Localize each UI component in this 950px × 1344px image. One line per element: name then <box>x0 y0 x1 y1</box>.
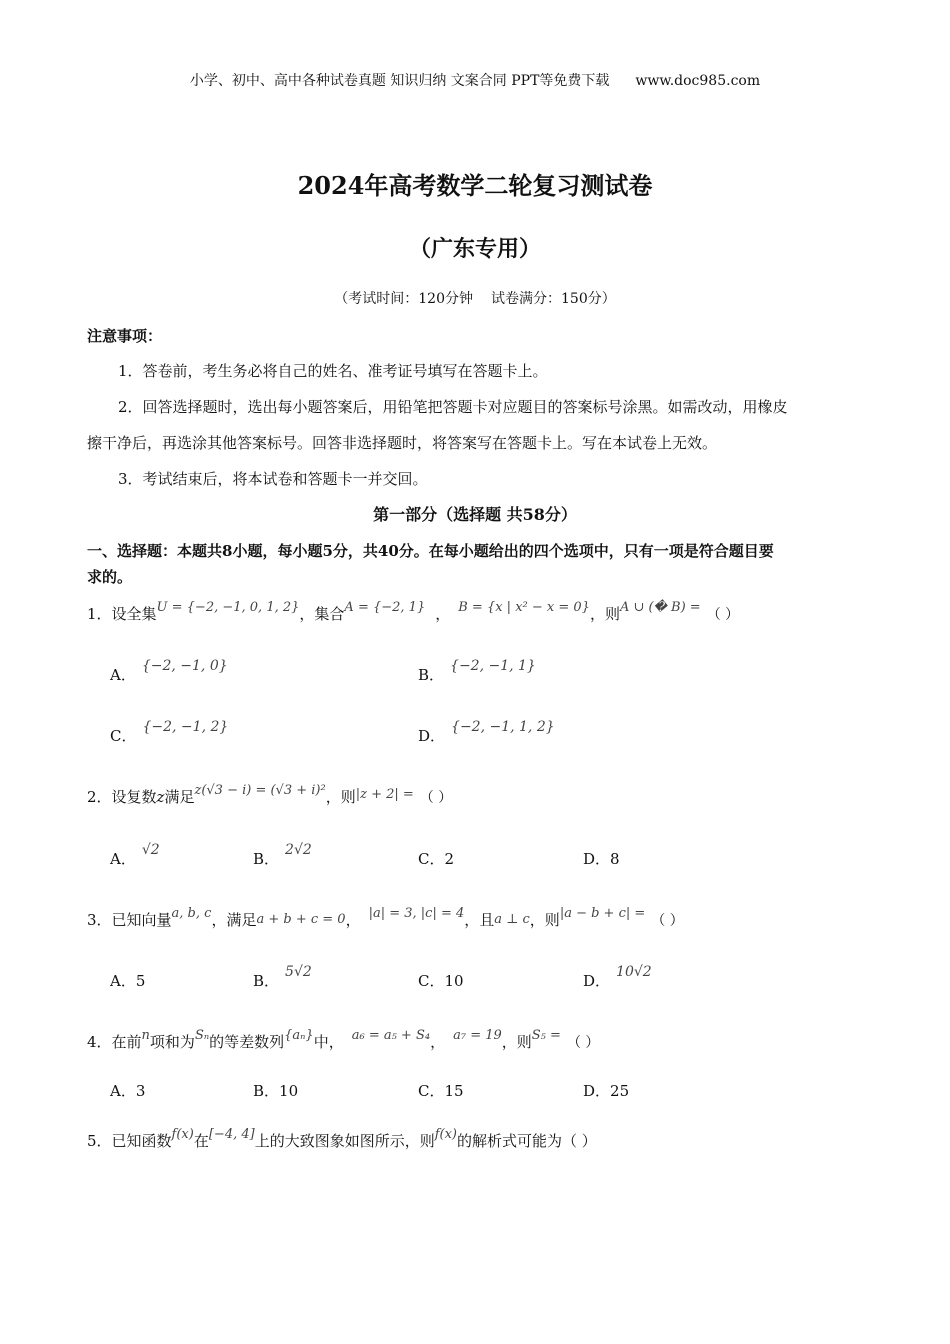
q5-function: f(x) <box>171 1127 194 1142</box>
q2-option-b[interactable]: B． 2√2 <box>253 842 312 868</box>
question-3: 3．已知向量a, b, c，满足a + b + c = 0， |a| = 3, |c| = 4，且a ⊥ c，则|a − b + c| = （ ） <box>87 906 684 929</box>
question-4: 4．在前n项和为Sₙ的等差数列{aₙ}中， a₆ = a₅ + S₄， a₇ = 19，则S₅ = （ ） <box>87 1028 600 1051</box>
q4-expression: S₅ = <box>531 1028 561 1043</box>
q4-option-a[interactable]: A．3 <box>110 1082 146 1100</box>
q4-answer-blank: （ ） <box>566 1035 600 1051</box>
q1-set-A: A = {−2, 1} <box>344 600 426 615</box>
section-title: 第一部分（选择题 共58分） <box>373 505 577 524</box>
site-header <box>0 70 950 90</box>
page-title: 2024年高考数学二轮复习测试卷 <box>297 171 653 200</box>
q2-answer-blank: （ ） <box>419 790 453 806</box>
notice-item-3: 3．考试结束后，将本试卷和答题卡一并交回。 <box>118 470 428 488</box>
q3-option-d[interactable]: D． 10√2 <box>583 964 652 990</box>
q3-answer-blank: （ ） <box>651 913 684 929</box>
q3-vectors: a, b, c <box>171 906 212 921</box>
q3-condition-sum: a + b + c = 0 <box>256 912 346 927</box>
section-desc-2: 求的。 <box>87 568 133 586</box>
q1-expression: A ∪ (� B) = <box>619 600 701 615</box>
section-desc-1: 一、选择题：本题共8小题，每小题5分，共40分。在每小题给出的四个选项中，只有一项是符合题目要 <box>87 542 774 560</box>
q3-option-a[interactable]: A．5 <box>110 972 146 990</box>
q1-option-c[interactable]: C． {−2, −1, 2} <box>110 719 229 745</box>
q2-option-a[interactable]: A． √2 <box>110 842 160 868</box>
q5-interval: [−4, 4] <box>208 1127 255 1142</box>
q2-option-d[interactable]: D．8 <box>583 850 620 868</box>
q4-sequence: {aₙ} <box>284 1028 314 1043</box>
notice-item-2b: 擦干净后，再选涂其他答案标号。回答非选择题时，将答案写在答题卡上。写在本试卷上无效。 <box>87 434 718 452</box>
notice-item-2a: 2．回答选择题时，选出每小题答案后，用铅笔把答题卡对应题目的答案标号涂黑。如需改动，用橡皮 <box>118 398 788 416</box>
q1-option-d[interactable]: D． {−2, −1, 1, 2} <box>418 719 555 745</box>
q4-n: n <box>141 1028 150 1043</box>
question-5: 5．已知函数f(x)在[−4, 4]上的大致图象如图所示，则f(x)的解析式可能为（ ） <box>87 1127 597 1150</box>
q2-equation: z(√3 − i) = (√3 + i)² <box>194 783 326 798</box>
q4-option-d[interactable]: D．25 <box>583 1082 630 1100</box>
question-2: 2．设复数z满足z(√3 − i) = (√3 + i)²，则|z + 2| = （ ） <box>87 783 453 806</box>
q1-set-B: B = {x | x² − x = 0} <box>458 600 590 615</box>
q3-option-b[interactable]: B． 5√2 <box>253 964 312 990</box>
q5-function-2: f(x) <box>434 1127 458 1142</box>
notice-item-1: 1．答卷前，考生务必将自己的姓名、准考证号填写在答题卡上。 <box>118 362 548 380</box>
q3-expression: |a − b + c| = <box>559 906 646 921</box>
q4-condition-2: a₇ = 19 <box>453 1028 502 1043</box>
header-text: 小学、初中、高中各种试卷真题 知识归纳 文案合同 PPT等免费下载 <box>189 73 610 89</box>
q4-option-b[interactable]: B．10 <box>253 1082 299 1100</box>
q1-answer-blank: （ ） <box>706 607 740 623</box>
q4-sn: Sₙ <box>194 1028 210 1043</box>
q4-condition-1: a₆ = a₅ + S₄ <box>351 1028 431 1043</box>
q1-set-U: U = {−2, −1, 0, 1, 2} <box>156 600 300 615</box>
q3-condition-perp: a ⊥ c <box>494 912 530 927</box>
question-1: 1．设全集U = {−2, −1, 0, 1, 2}，集合A = {−2, 1} ， B = {x | x² − x = 0}，则A ∪ (� B) = （ ） <box>87 600 740 623</box>
q2-expression: |z + 2| = <box>355 787 414 802</box>
q1-option-b[interactable]: B． {−2, −1, 1} <box>418 658 536 684</box>
q4-option-c[interactable]: C．15 <box>418 1082 464 1100</box>
notice-heading: 注意事项： <box>87 327 163 345</box>
exam-info <box>0 288 950 308</box>
q2-option-c[interactable]: C．2 <box>418 850 455 868</box>
exam-time: （考试时间：120分钟 <box>334 291 473 307</box>
exam-score: 试卷满分：150分） <box>491 291 616 307</box>
q3-condition-norms: |a| = 3, |c| = 4 <box>368 906 465 921</box>
q1-option-a[interactable]: A． {−2, −1, 0} <box>110 658 228 684</box>
header-site[interactable]: www.doc985.com <box>635 73 761 89</box>
page-subtitle: （广东专用） <box>408 236 541 262</box>
q3-option-c[interactable]: C．10 <box>418 972 464 990</box>
